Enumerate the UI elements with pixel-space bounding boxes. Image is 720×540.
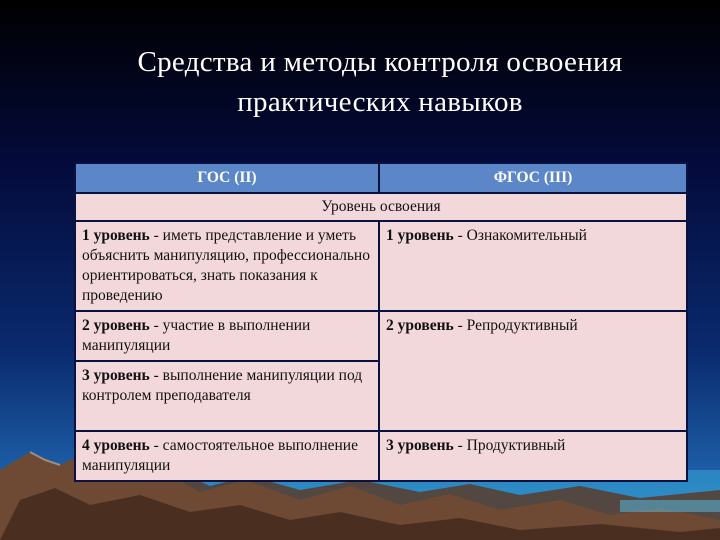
level-label: 3 уровень bbox=[82, 367, 150, 384]
fgos-level-3-cell bbox=[379, 431, 687, 481]
level-label: 1 уровень bbox=[386, 227, 454, 244]
header-fgos-iii: ФГОС (III) bbox=[379, 163, 687, 193]
level-description: - Репродуктивный bbox=[453, 317, 578, 334]
level-label: 4 уровень bbox=[82, 437, 150, 454]
level-label: 2 уровень bbox=[82, 317, 150, 334]
gos-level-3-cell bbox=[75, 361, 379, 431]
fgos-level-1-cell bbox=[379, 221, 687, 311]
comparison-table bbox=[74, 162, 688, 482]
mastery-level-caption: Уровень освоения bbox=[75, 193, 687, 221]
level-description: - Ознакомительный bbox=[453, 227, 587, 244]
gos-level-4-cell bbox=[75, 431, 379, 481]
table-row bbox=[75, 311, 687, 361]
gos-level-2-cell bbox=[75, 311, 379, 361]
level-description: - участие в выполнении манипуляции bbox=[82, 317, 311, 354]
table-row bbox=[75, 193, 687, 221]
table-header-row bbox=[75, 163, 687, 193]
table-row bbox=[75, 431, 687, 481]
slide-title-line-1: Средства и методы контроля освоения bbox=[137, 46, 623, 78]
fgos-level-2-cell bbox=[379, 311, 687, 431]
slide-title bbox=[0, 42, 720, 122]
level-label: 1 уровень bbox=[82, 227, 150, 244]
level-label: 3 уровень bbox=[386, 437, 454, 454]
table-row bbox=[75, 221, 687, 311]
level-description: - иметь представление и уметь объяснить манипуляцию, профессионально ориентироваться, знать показания к проведению bbox=[82, 227, 370, 304]
level-description: - выполнение манипуляции под контролем преподавателя bbox=[82, 367, 363, 404]
level-description: - Продуктивный bbox=[453, 437, 566, 454]
header-gos-ii: ГОС (II) bbox=[75, 163, 379, 193]
level-label: 2 уровень bbox=[386, 317, 454, 334]
slide-title-line-2: практических навыков bbox=[237, 86, 523, 118]
gos-level-1-cell bbox=[75, 221, 379, 311]
level-description: - самостоятельное выполнение манипуляции bbox=[82, 437, 358, 474]
